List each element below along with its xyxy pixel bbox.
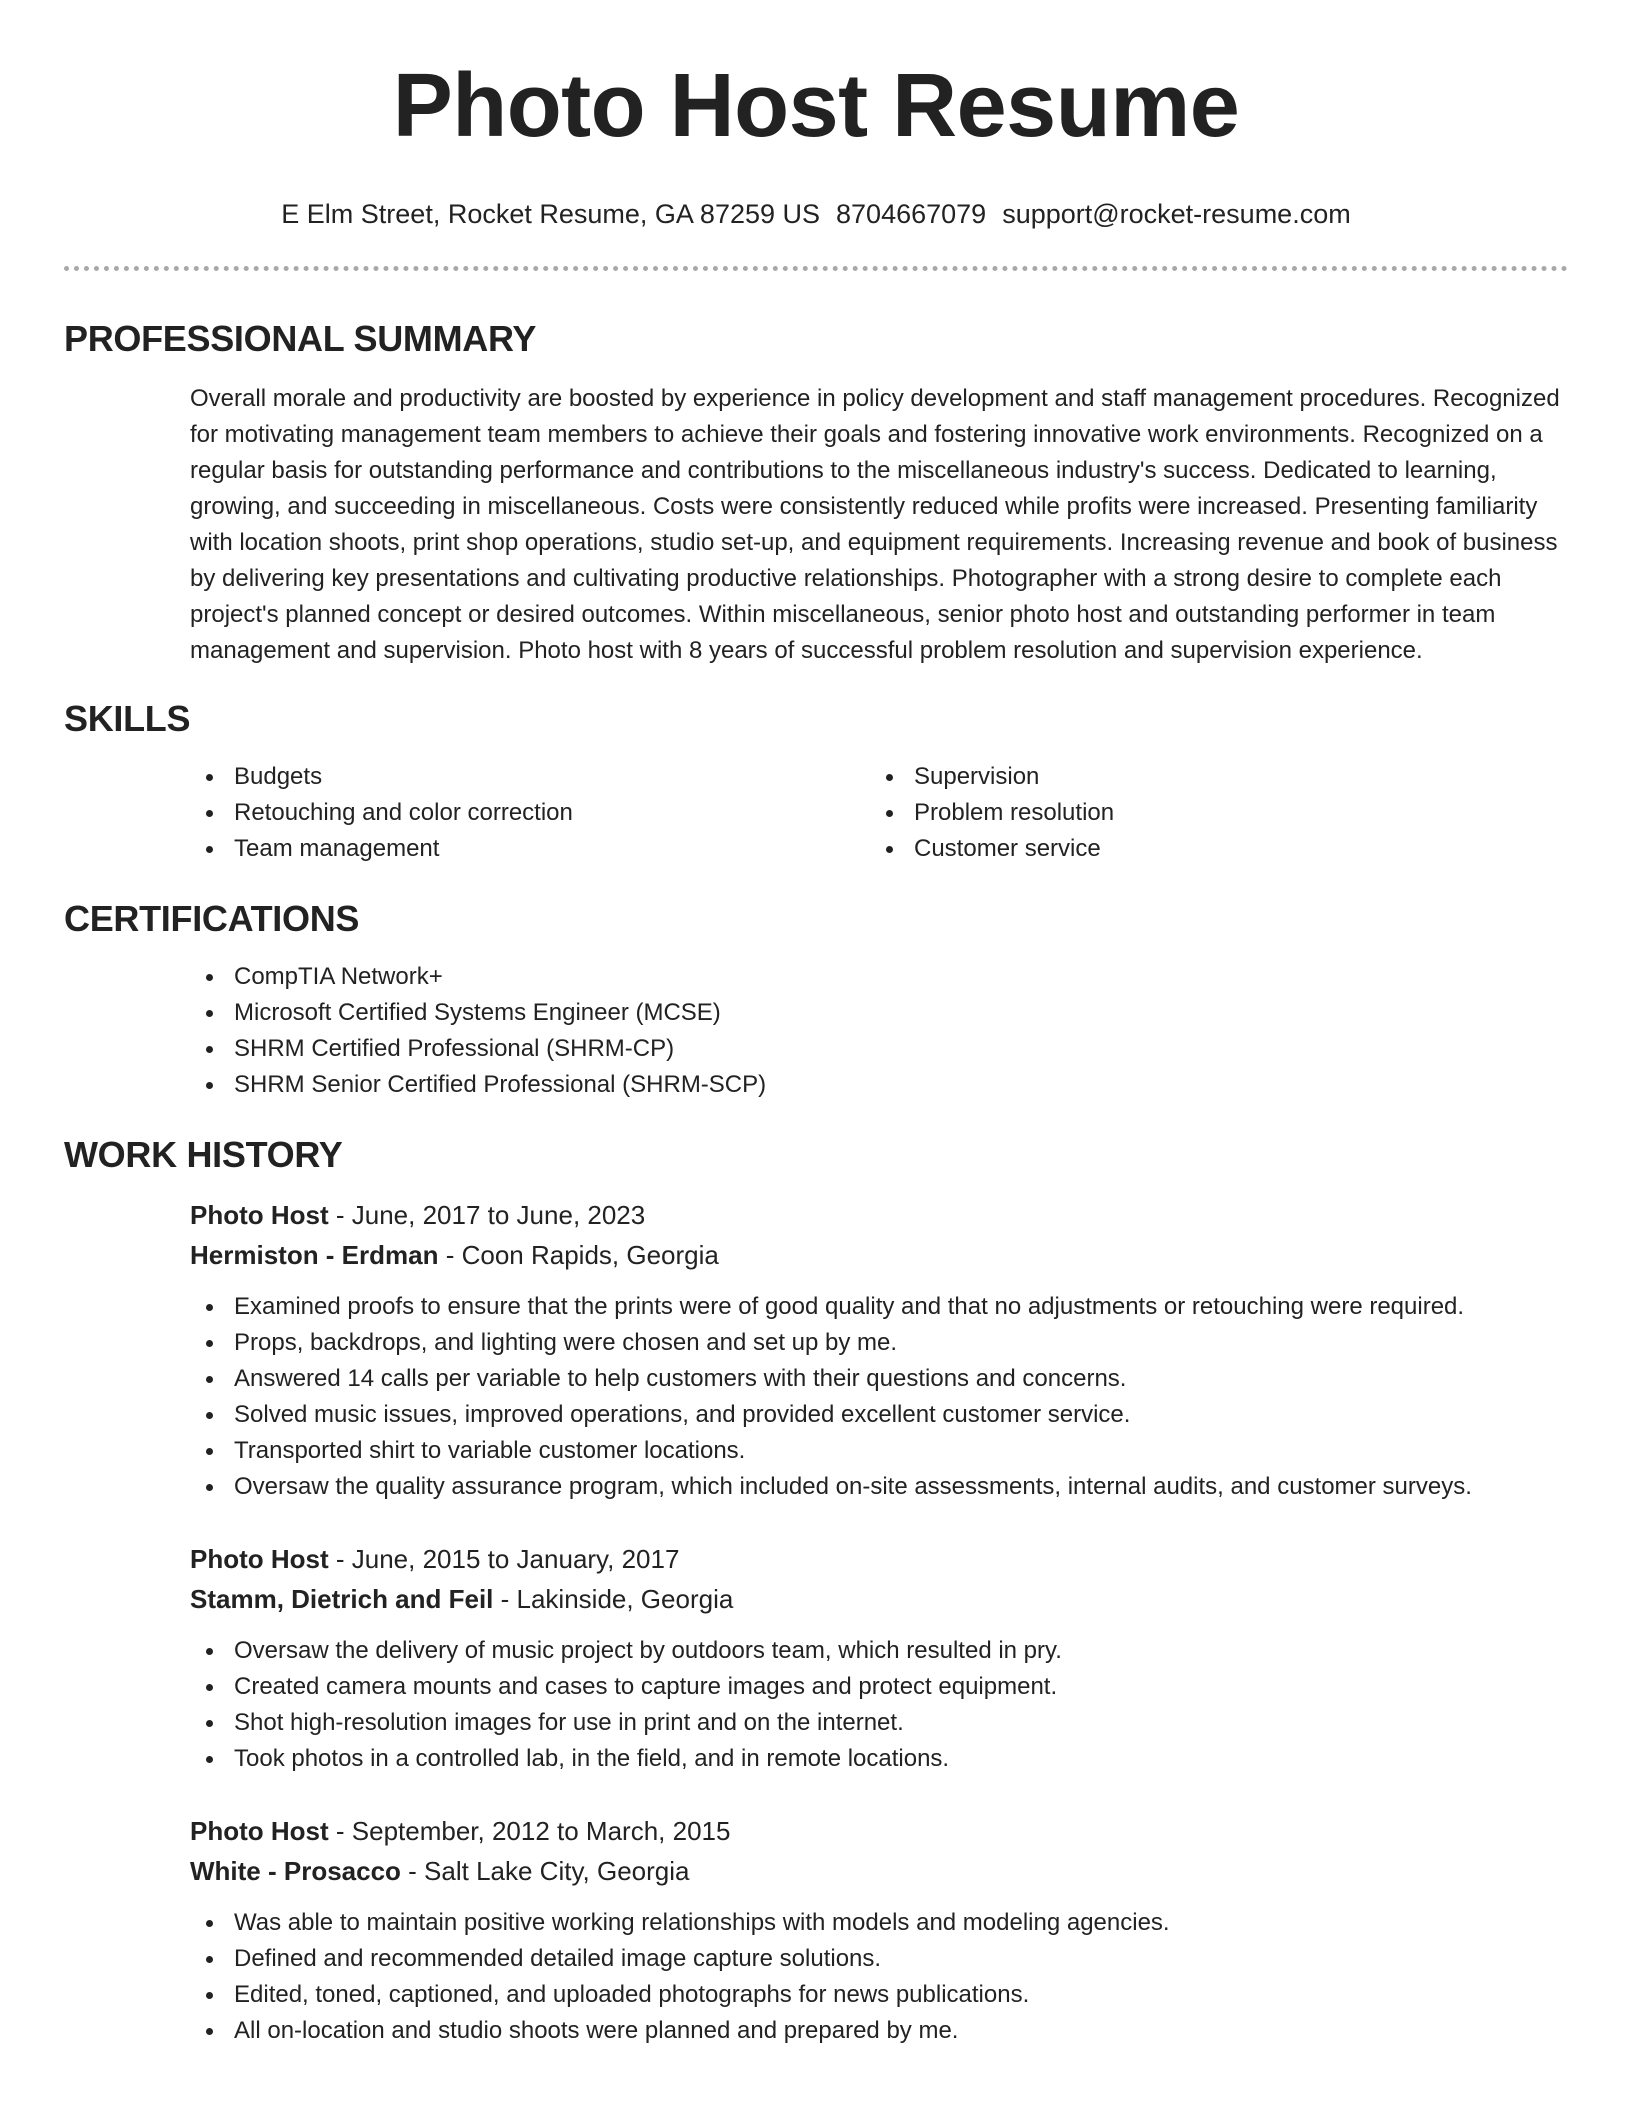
certifications-section: [64, 897, 1568, 1103]
job-duty-item: Defined and recommended detailed image capture solutions.: [190, 1941, 1568, 1977]
job-duty-item: All on-location and studio shoots were planned and prepared by me.: [190, 2013, 1568, 2049]
job-role-line: [190, 1195, 1568, 1235]
skill-item: Retouching and color correction: [190, 795, 870, 831]
job-dates: - September, 2012 to March, 2015: [328, 1816, 731, 1846]
job-location: - Salt Lake City, Georgia: [400, 1856, 690, 1886]
skill-item: Team management: [190, 831, 870, 867]
job-duty-item: Was able to maintain positive working relationships with models and modeling agencies.: [190, 1905, 1568, 1941]
skill-item: Budgets: [190, 759, 870, 795]
skill-item: Customer service: [870, 831, 1550, 867]
summary-section: [64, 317, 1568, 669]
work-history-section: [64, 1133, 1568, 2049]
job-duty-item: Answered 14 calls per variable to help customers with their questions and concerns.: [190, 1361, 1568, 1397]
job-duty-item: Oversaw the delivery of music project by outdoors team, which resulted in pry.: [190, 1633, 1568, 1669]
contact-address: E Elm Street, Rocket Resume, GA 87259 US: [281, 199, 821, 229]
skill-item: Supervision: [870, 759, 1550, 795]
job-duty-item: Transported shirt to variable customer locations.: [190, 1433, 1568, 1469]
job-duties-list: [190, 1905, 1568, 2049]
skills-column-right: [870, 759, 1550, 867]
job-role: Photo Host: [190, 1544, 329, 1574]
skills-column-left: [190, 759, 870, 867]
certification-item: CompTIA Network+: [190, 959, 1568, 995]
job-role: Photo Host: [190, 1816, 329, 1846]
job-company: Hermiston - Erdman: [190, 1240, 439, 1270]
contact-email: support@rocket-resume.com: [1002, 199, 1351, 229]
job-duty-item: Props, backdrops, and lighting were chosen and set up by me.: [190, 1325, 1568, 1361]
job-duty-item: Shot high-resolution images for use in print and on the internet.: [190, 1705, 1568, 1741]
skills-heading: SKILLS: [64, 698, 191, 739]
job-company: White - Prosacco: [190, 1856, 401, 1886]
job-duty-item: Solved music issues, improved operations, and provided excellent customer service.: [190, 1397, 1568, 1433]
job-dates: - June, 2015 to January, 2017: [328, 1544, 680, 1574]
skills-grid: [190, 759, 1568, 867]
job-dates: - June, 2017 to June, 2023: [328, 1200, 646, 1230]
certification-item: SHRM Certified Professional (SHRM-CP): [190, 1031, 1568, 1067]
job-company-line: [190, 1579, 1568, 1619]
job-role: Photo Host: [190, 1200, 329, 1230]
job-company-line: [190, 1851, 1568, 1891]
contact-phone: 8704667079: [836, 199, 987, 229]
job-entry: [190, 1539, 1568, 1777]
job-duties-list: [190, 1289, 1568, 1505]
job-duties-list: [190, 1633, 1568, 1777]
job-location: - Coon Rapids, Georgia: [438, 1240, 719, 1270]
certification-item: SHRM Senior Certified Professional (SHRM-SCP): [190, 1067, 1568, 1103]
job-duty-item: Oversaw the quality assurance program, which included on-site assessments, internal audits, and customer surveys.: [190, 1469, 1568, 1505]
job-entry: [190, 1195, 1568, 1505]
job-company-line: [190, 1235, 1568, 1275]
summary-heading: PROFESSIONAL SUMMARY: [64, 318, 537, 359]
certifications-heading: CERTIFICATIONS: [64, 898, 360, 939]
job-entry: [190, 1811, 1568, 2049]
work-history-heading: WORK HISTORY: [64, 1134, 343, 1175]
job-duty-item: Examined proofs to ensure that the prints were of good quality and that no adjustments or retouching were required.: [190, 1289, 1568, 1325]
job-duty-item: Edited, toned, captioned, and uploaded photographs for news publications.: [190, 1977, 1568, 2013]
resume-title: Photo Host Resume: [392, 56, 1240, 156]
job-company: Stamm, Dietrich and Feil: [190, 1584, 494, 1614]
header-divider: [64, 266, 1568, 271]
skills-section: [64, 697, 1568, 867]
skill-item: Problem resolution: [870, 795, 1550, 831]
job-role-line: [190, 1811, 1568, 1851]
summary-text: Overall morale and productivity are boosted by experience in policy development and staff management procedures. Recognized for motivating management team members to achieve their goals and fostering innovative work environments. Recognized on a regular basis for outstanding performance and contributions to the miscellaneous industry's success. Dedicated to learning, growing, and succeeding in miscellaneous. Costs were consistently reduced while profits were increased. Presenting familiarity with location shoots, print shop operations, studio set-up, and equipment requirements. Increasing revenue and book of business by delivering key presentations and cultivating productive relationships. Photographer with a strong desire to complete each project's planned concept or desired outcomes. Within miscellaneous, senior photo host and outstanding performer in team management and supervision. Photo host with 8 years of successful problem resolution and supervision experience.: [190, 385, 1560, 664]
job-duty-item: Created camera mounts and cases to capture images and protect equipment.: [190, 1669, 1568, 1705]
job-role-line: [190, 1539, 1568, 1579]
job-duty-item: Took photos in a controlled lab, in the field, and in remote locations.: [190, 1741, 1568, 1777]
contact-line: [64, 196, 1568, 232]
job-location: - Lakinside, Georgia: [493, 1584, 734, 1614]
certification-item: Microsoft Certified Systems Engineer (MCSE): [190, 995, 1568, 1031]
certifications-list: [190, 959, 1568, 1103]
